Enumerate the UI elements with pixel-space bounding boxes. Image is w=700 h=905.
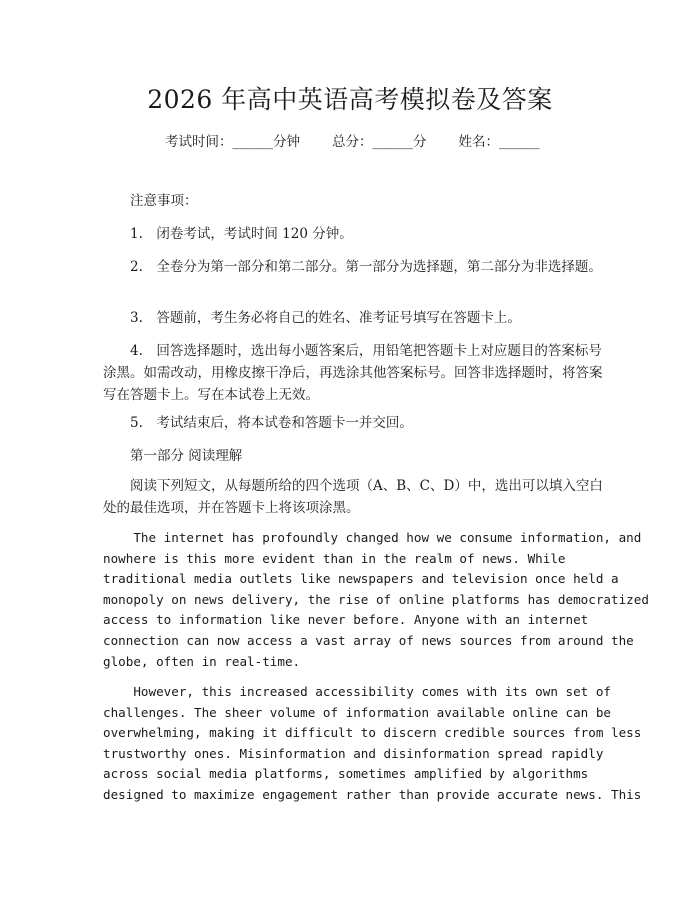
total-score-field: 总分：______分 xyxy=(332,134,427,150)
notice-item-3: 3. 答题前，考生务必将自己的姓名、准考证号填写在答题卡上。 xyxy=(130,310,521,326)
section-1-instruction: 阅读下列短文，从每题所给的四个选项（A、B、C、D）中，选出可以填入空白处的最佳选项，并在答题卡上将该项涂黑。 xyxy=(103,478,603,516)
section-1-heading: 第一部分 阅读理解 xyxy=(130,448,243,464)
name-field: 姓名：______ xyxy=(458,134,540,150)
notice-item-2: 2. 全卷分为第一部分和第二部分。第一部分为选择题，第二部分为非选择题。 xyxy=(130,259,602,275)
passage-paragraph-1: The internet has profoundly changed how we consume information, and nowhere is this more evident than in the realm of news. While traditional media outlets like newspapers and television once held a monopoly on news delivery, the rise of online platforms has democratized access to information like never before. Anyone with an internet connection can now access a vast array of news sources from around the globe, often in real-time. xyxy=(103,530,649,669)
passage-paragraph-2: However, this increased accessibility comes with its own set of challenges. The sheer volume of information available online can be overwhelming, making it difficult to discern credible sources from less trustworthy ones. Misinformation and disinformation spread rapidly across social media platforms, sometimes amplified by algorithms designed to maximize engagement rather than provide accurate news. This xyxy=(103,684,642,802)
notice-item-1: 1. 闭卷考试，考试时间 120 分钟。 xyxy=(130,226,353,242)
exam-time-field: 考试时间：______分钟 xyxy=(165,134,300,150)
exam-info-line xyxy=(165,130,540,150)
notice-item-4: 4. 回答选择题时，选出每小题答案后，用铅笔把答题卡上对应题目的答案标号涂黑。如需改动，用橡皮擦干净后，再选涂其他答案标号。回答非选择题时，将答案写在答题卡上。写在本试卷上无效。 xyxy=(103,343,603,403)
notice-heading: 注意事项： xyxy=(130,193,198,209)
notice-item-5: 5. 考试结束后，将本试卷和答题卡一并交回。 xyxy=(130,415,413,431)
page-title: 2026 年高中英语高考模拟卷及答案 xyxy=(147,85,553,114)
